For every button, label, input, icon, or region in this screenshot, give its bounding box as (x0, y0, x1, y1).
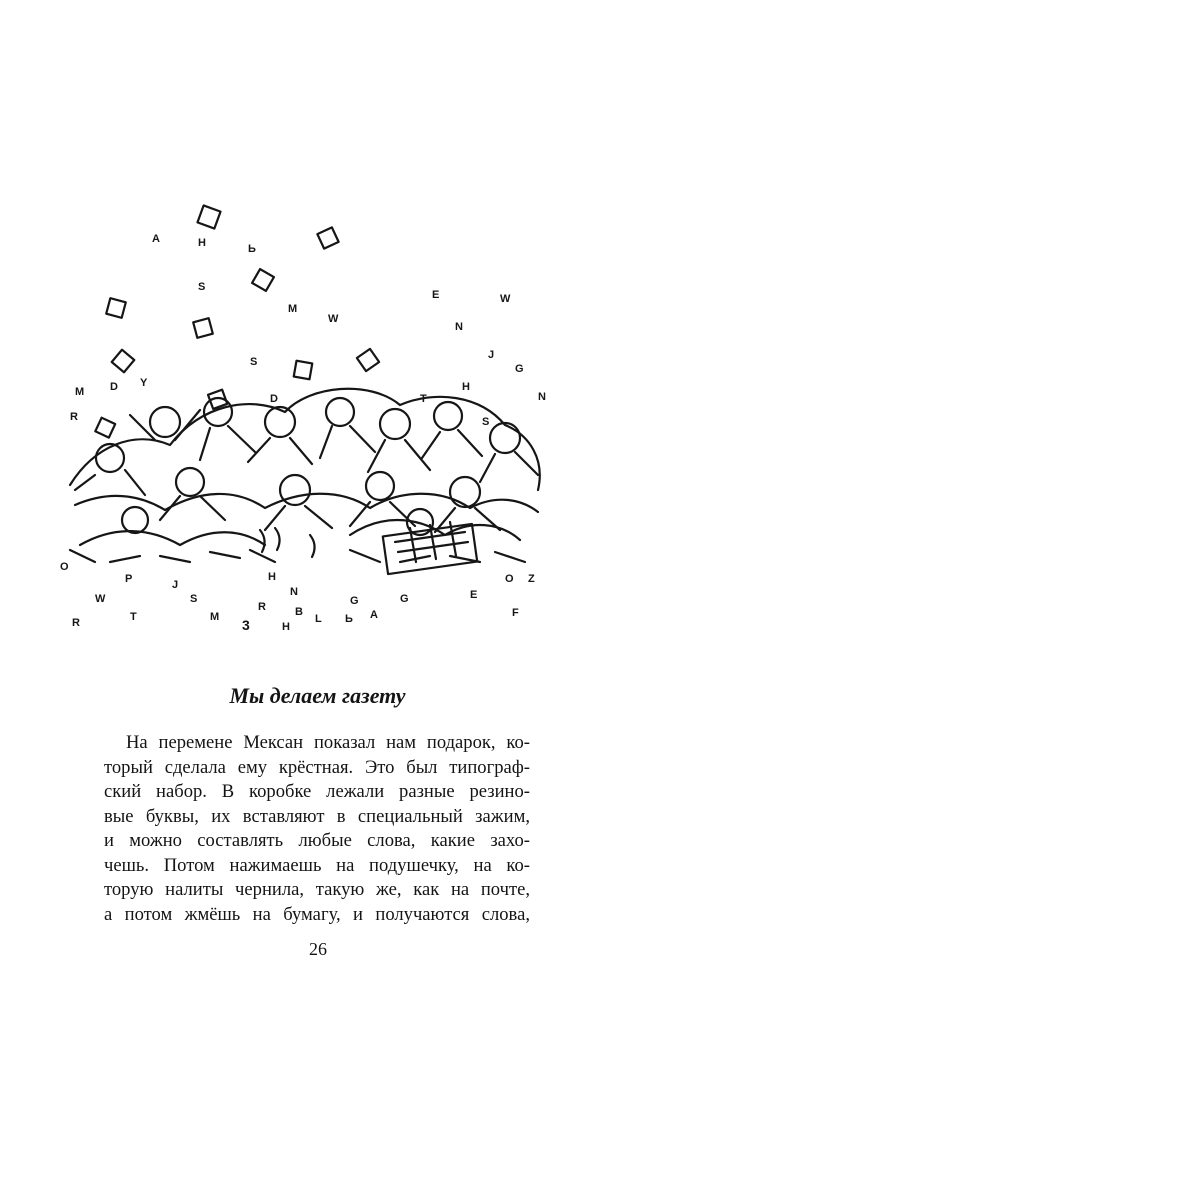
svg-text:N: N (538, 391, 546, 403)
text-line: а потом жмёшь на бумагу, и получаются слова, (104, 903, 530, 925)
svg-text:J: J (488, 349, 495, 361)
svg-text:G: G (400, 593, 409, 605)
svg-text:S: S (482, 416, 490, 428)
svg-text:G: G (515, 363, 524, 375)
svg-text:M: M (288, 303, 298, 315)
svg-text:H: H (282, 621, 290, 633)
chapter-title: Мы делаем газету (229, 683, 406, 708)
svg-text:S: S (198, 281, 206, 293)
svg-text:M: M (210, 611, 220, 623)
svg-text:Y: Y (140, 377, 148, 389)
svg-text:H: H (198, 237, 206, 249)
svg-text:S: S (190, 593, 198, 605)
text-line: вые буквы, их вставляют в специальный зажим, (104, 805, 530, 827)
page-number-left: 26 (309, 939, 327, 959)
svg-text:L: L (315, 613, 322, 625)
svg-text:T: T (420, 393, 427, 405)
text-line: ский набор. В коробке лежали разные резино- (104, 781, 530, 802)
svg-text:P: P (125, 573, 133, 585)
svg-text:R: R (258, 601, 266, 613)
svg-text:Ь: Ь (248, 243, 256, 255)
svg-text:D: D (110, 381, 118, 393)
svg-text:T: T (130, 611, 137, 623)
svg-text:R: R (70, 411, 78, 423)
svg-text:R: R (72, 617, 80, 629)
svg-text:W: W (500, 293, 511, 305)
text-line: и можно составлять любые слова, какие захо- (104, 830, 530, 851)
svg-text:Z: Z (528, 573, 535, 585)
svg-text:O: O (505, 573, 514, 585)
svg-text:N: N (290, 586, 298, 598)
flying-letters-illustration (50, 190, 570, 640)
svg-text:S: S (250, 356, 258, 368)
svg-text:Ь: Ь (345, 613, 353, 625)
svg-text:W: W (95, 593, 106, 605)
svg-text:H: H (462, 381, 470, 393)
svg-text:F: F (512, 607, 519, 619)
svg-text:M: M (75, 386, 85, 398)
svg-text:A: A (152, 233, 160, 245)
svg-text:A: A (370, 609, 378, 621)
svg-text:B: B (295, 606, 303, 618)
right-page (600, 0, 1200, 1200)
svg-text:E: E (470, 589, 478, 601)
text-line: чешь. Потом нажимаешь на подушечку, на ко- (104, 854, 530, 876)
svg-text:N: N (455, 321, 463, 333)
svg-text:E: E (432, 289, 440, 301)
svg-text:O: O (60, 561, 69, 573)
svg-text:3: 3 (242, 617, 250, 633)
svg-text:H: H (268, 571, 276, 583)
text-line: На перемене Мексан показал нам подарок, ко- (126, 732, 530, 753)
text-line: торый сделала ему крёстная. Это был типограф- (104, 756, 530, 778)
svg-text:G: G (350, 595, 359, 607)
left-page-text (104, 731, 530, 927)
svg-text:J: J (172, 579, 179, 591)
svg-text:W: W (328, 313, 339, 325)
text-line: торую налиты чернила, такую же, как на почте, (104, 879, 530, 900)
svg-text:D: D (270, 393, 278, 405)
